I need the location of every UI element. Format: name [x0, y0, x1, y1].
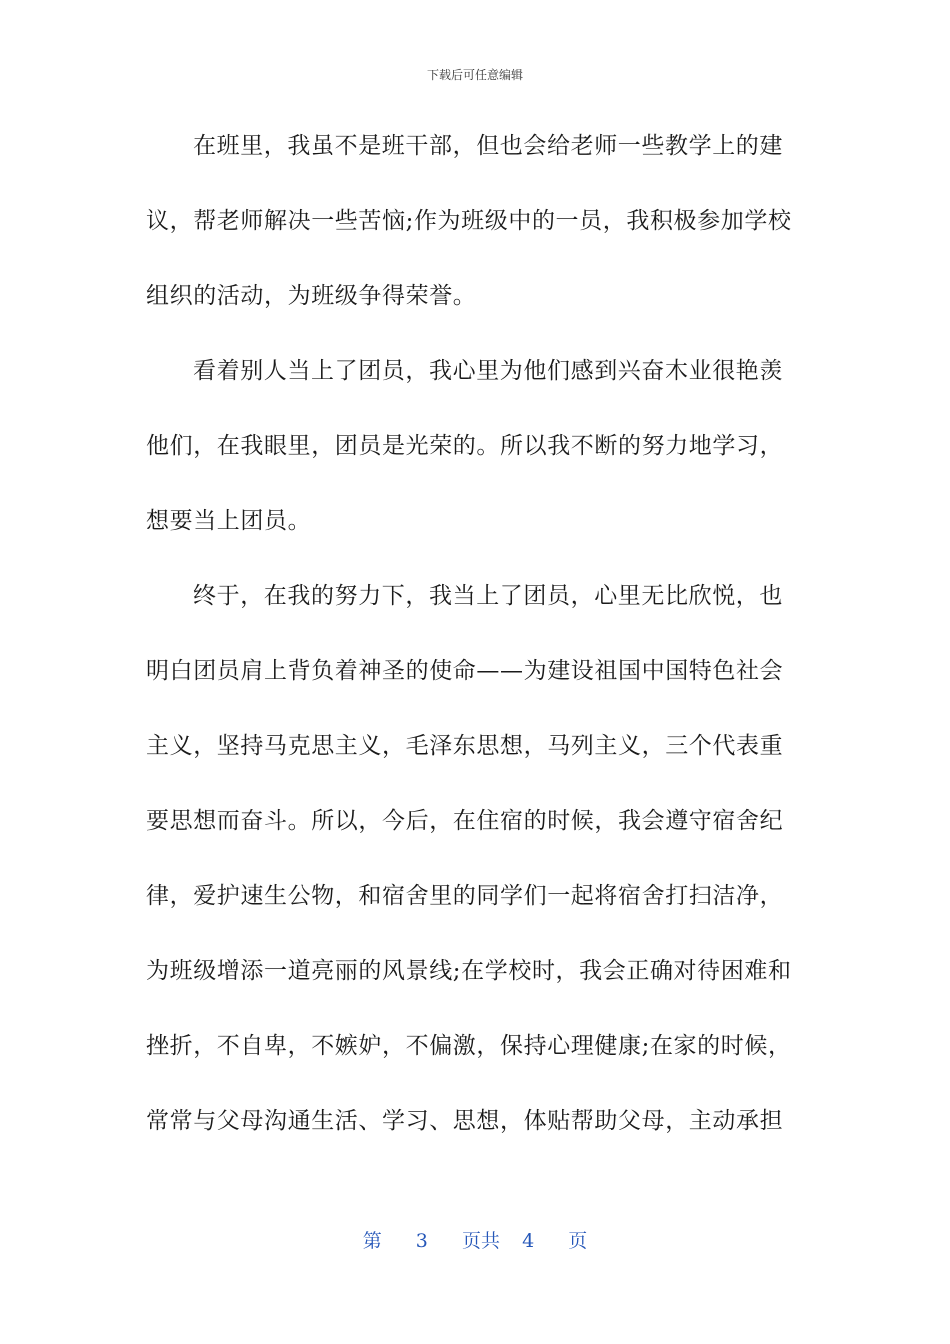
footer-suffix: 页 [568, 1230, 588, 1252]
paragraph-line: 明白团员肩上背负着神圣的使命——为建设祖国中国特色社会 [146, 658, 784, 684]
paragraph-line: 为班级增添一道亮丽的风景线;在学校时，我会正确对待困难和 [146, 958, 792, 984]
document-body [146, 121, 806, 1171]
paragraph-line: 律，爱护速生公物，和宿舍里的同学们一起将宿舍打扫洁净， [146, 883, 784, 909]
footer-middle: 页共 [461, 1230, 500, 1252]
paragraph-line: 挫折，不自卑，不嫉妒，不偏激，保持心理健康;在家的时候， [146, 1033, 792, 1059]
paragraph-line: 议，帮老师解决一些苦恼;作为班级中的一员，我积极参加学校 [146, 208, 792, 234]
footer-prefix: 第 [362, 1230, 382, 1252]
current-page-number: 3 [415, 1230, 428, 1252]
paragraph-line: 主义，坚持马克思主义，毛泽东思想，马列主义，三个代表重 [146, 733, 784, 759]
paragraph-line: 他们，在我眼里，团员是光荣的。所以我不断的努力地学习， [146, 433, 784, 459]
paragraph-line: 想要当上团员。 [146, 508, 312, 534]
paragraph-line: 要思想而奋斗。所以，今后，在住宿的时候，我会遵守宿舍纪 [146, 808, 784, 834]
paragraph-line: 组织的活动，为班级争得荣誉。 [146, 283, 477, 309]
total-pages-number: 4 [522, 1230, 535, 1252]
page-header: 下载后可任意编辑 [426, 68, 523, 82]
paragraph-line: 看着别人当上了团员，我心里为他们感到兴奋木业很艳羡 [193, 358, 783, 384]
paragraph-line: 终于，在我的努力下，我当上了团员，心里无比欣悦，也 [193, 583, 783, 609]
paragraph-line: 常常与父母沟通生活、学习、思想，体贴帮助父母，主动承担 [146, 1108, 784, 1134]
page-footer [0, 1226, 950, 1253]
paragraph-line: 在班里，我虽不是班干部，但也会给老师一些教学上的建 [193, 133, 783, 159]
